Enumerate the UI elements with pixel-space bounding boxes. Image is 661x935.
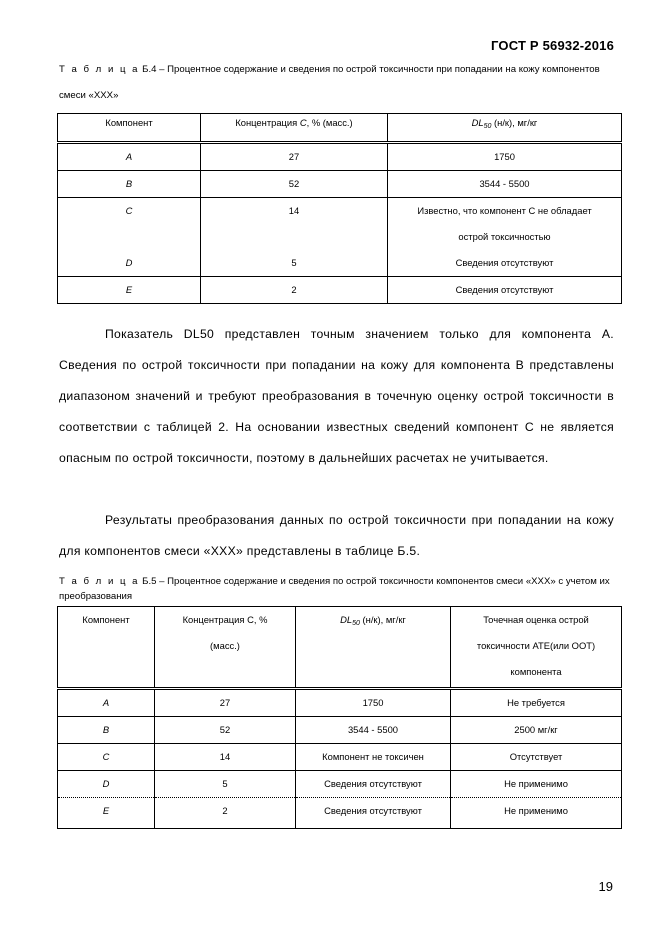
table2-cell-dl50: 1750 [296, 689, 451, 717]
table2-cell-concentration: 5 [155, 771, 296, 798]
table2-header-estimate-line3: компонента [510, 666, 562, 677]
table2-header-component: Компонент [58, 607, 155, 689]
table1-caption-text: – Процентное содержание и сведения по острой токсичности при попадании на кожу компонентов смеси «ХХХ» [59, 64, 600, 101]
table-row [58, 171, 622, 198]
table2-caption-label: Т а б л и ц а [59, 576, 140, 587]
table1-cell-component: B [58, 171, 201, 198]
table1-header-dl50: $DL_{50}$ (н/к), мг/кг [388, 114, 622, 143]
table-row [58, 689, 622, 717]
table2-cell-dl50: Компонент не токсичен [296, 744, 451, 771]
table1-cell-concentration: 5 [201, 250, 388, 277]
table2-header-concentration-line1: Концентрация С, % [182, 614, 268, 625]
table2-cell-estimate: Не применимо [451, 771, 622, 798]
table1-cell-component: D [58, 250, 201, 277]
table-row [58, 717, 622, 744]
table2-cell-component: D [58, 771, 155, 798]
table1-caption-number: Б.4 [142, 64, 157, 75]
page-number: 19 [598, 879, 613, 894]
table2-cell-dl50: Сведения отсутствуют [296, 771, 451, 798]
table2-header-estimate-line1: Точечная оценка острой [483, 614, 589, 625]
table-b5 [57, 606, 622, 829]
table2-cell-estimate: Отсутствует [451, 744, 622, 771]
table1-cell-concentration: 14 [201, 198, 388, 251]
table2-cell-component: B [58, 717, 155, 744]
table2-caption-text: – Процентное содержание и сведения по острой токсичности компонентов смеси «ХХХ» с учетом их преобразования [59, 576, 610, 602]
table2-cell-estimate: Не применимо [451, 798, 622, 829]
table2-caption-number: Б.5 [142, 576, 157, 587]
table2-caption [59, 574, 615, 604]
table2-cell-component: E [58, 798, 155, 829]
table2-cell-estimate: Не требуется [451, 689, 622, 717]
body-paragraph-1: Показатель DL50 представлен точным значением только для компонента А. Сведения по острой токсичности при попадании на кожу для компонента В представлены диапазоном значений и требуют преобразования в точечную оценку острой токсичности в соответствии с таблицей 2. На основании известных сведений компонент С не является опасным по острой токсичности, поэтому в дальнейших расчетах не учитывается. [59, 327, 614, 465]
table-row [58, 798, 622, 829]
table2-header-dl50: $DL_{50}$ (н/к), мг/кг [296, 607, 451, 689]
table1-cell-dl50: 1750 [388, 143, 622, 171]
table2-header-estimate [451, 607, 622, 689]
table2-cell-dl50: 3544 - 5500 [296, 717, 451, 744]
table1-caption-label: Т а б л и ц а [59, 64, 140, 75]
table2-header-concentration [155, 607, 296, 689]
table1-cell-component: E [58, 277, 201, 304]
table1-cell-component: C [58, 198, 201, 251]
table2-cell-concentration: 2 [155, 798, 296, 829]
body-paragraph-2: Результаты преобразования данных по острой токсичности при попадании на кожу для компонентов смеси «ХХХ» представлены в таблице Б.5. [59, 513, 614, 558]
table-row [58, 198, 622, 251]
table2-cell-component: A [58, 689, 155, 717]
table2-header-concentration-line2: (масс.) [210, 640, 240, 651]
table1-cell-dl50: 3544 - 5500 [388, 171, 622, 198]
table1-header-component: Компонент [58, 114, 201, 143]
table1-cell-dl50 [388, 198, 622, 251]
table2-cell-concentration: 14 [155, 744, 296, 771]
table1-caption [59, 57, 615, 109]
table1-cell-concentration: 52 [201, 171, 388, 198]
table2-cell-component: C [58, 744, 155, 771]
table1-cell-component: A [58, 143, 201, 171]
table2-cell-concentration: 27 [155, 689, 296, 717]
table-row [58, 143, 622, 171]
table1-cell-dl50: Сведения отсутствуют [388, 250, 622, 277]
table-row [58, 744, 622, 771]
document-standard-header: ГОСТ Р 56932-2016 [490, 38, 614, 53]
table2-cell-dl50: Сведения отсутствуют [296, 798, 451, 829]
table-b4 [57, 113, 622, 304]
table-row [58, 277, 622, 304]
table1-cell-dl50-line2: острой токсичностью [458, 231, 551, 242]
table-row [58, 771, 622, 798]
table1-cell-dl50: Сведения отсутствуют [388, 277, 622, 304]
table1-cell-dl50-line1: Известно, что компонент С не обладает [417, 205, 592, 216]
table2-cell-estimate: 2500 мг/кг [451, 717, 622, 744]
table1-cell-concentration: 27 [201, 143, 388, 171]
table2-cell-concentration: 52 [155, 717, 296, 744]
table2-header-estimate-line2: токсичности АТЕ(или ООТ) [476, 640, 596, 651]
table-row [58, 250, 622, 277]
table1-header-concentration: Концентрация С, % (масс.) [201, 114, 388, 143]
table1-cell-concentration: 2 [201, 277, 388, 304]
